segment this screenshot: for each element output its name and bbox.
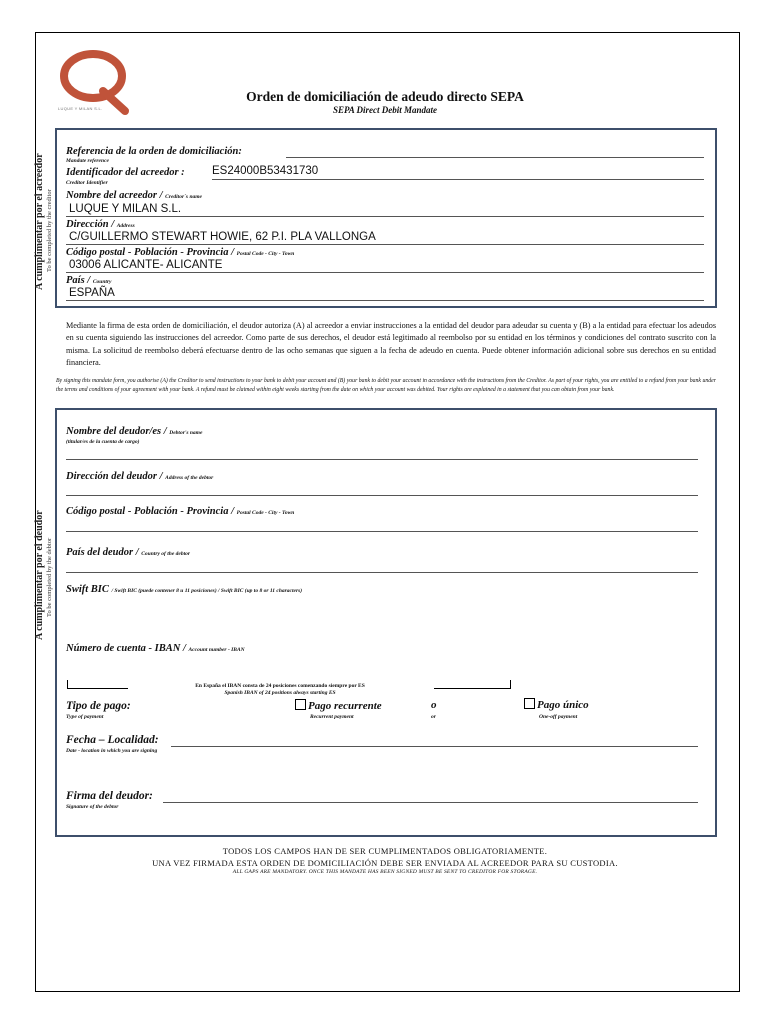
creditor-id-value[interactable]: ES24000B53431730 [212, 165, 319, 177]
mandate-text-es: Mediante la firma de esta orden de domiciliación, el deudor autoriza (A) al acreedor a enviar instrucciones a la entidad del deudor para adeudar su cuenta y (B) a la entidad para efectuar los adeudos en su cuenta siguiendo las instrucciones del acreedor. Como parte de sus derechos, el deudor está legitimado al reembolso por su entidad en los términos y condiciones del contrato suscrito con la misma. La solicitud de reembolso deberá efectuarse dentro de las ocho semanas que siguen a la fecha de adeudo en cuenta. Puede obtener información adicional sobre sus derechos en su entidad financiera. [66, 321, 716, 367]
creditor-address-line [66, 244, 704, 245]
payment-type-label: Tipo de pago: [66, 700, 131, 712]
creditor-postal-label: Código postal - Población - Provincia / Postal Code - City - Town [66, 247, 295, 258]
iban-field-start[interactable] [67, 680, 128, 689]
debtor-address-field[interactable] [66, 495, 698, 496]
page-title: Orden de domiciliación de adeudo directo SEPA [246, 89, 524, 104]
creditor-address-label: Dirección / Address [66, 219, 135, 230]
iban-label: Número de cuenta - IBAN / Account number - IBAN [66, 643, 245, 654]
debtor-side-sublabel: To be completed by the debtor [46, 537, 53, 617]
debtor-address-label: Dirección del deudor / Address of the debtor [66, 471, 214, 482]
date-location-sublabel: Date - location in which you are signing [66, 748, 158, 754]
creditor-name-line [66, 216, 704, 217]
creditor-country-value[interactable]: ESPAÑA [69, 287, 115, 299]
date-location-field[interactable] [171, 746, 698, 747]
creditor-postal-line [66, 272, 704, 273]
debtor-country-field[interactable] [66, 572, 698, 573]
footer-mandatory-notice: TODOS LOS CAMPOS HAN DE SER CUMPLIMENTADOS OBLIGATORIAMENTE. [222, 846, 548, 856]
footer-custody-notice: UNA VEZ FIRMADA ESTA ORDEN DE DOMICILIACIÓN DEBE SER ENVIADA AL ACREEDOR PARA SU CUSTODIA. [152, 858, 618, 868]
signature-field[interactable] [163, 802, 698, 803]
oneoff-payment-label: Pago único [537, 699, 589, 711]
debtor-name-note: (titular/es de la cuenta de cargo) [66, 439, 140, 445]
mandate-text-en: By signing this mandate form, you authorise (A) the Creditor to send instructions to your bank to debit your account and (B) your bank to debit your account in accordance with the instructions from the Creditor. As part of your rights, you are entitled to a refund from your bank under the terms and conditions of your agreement with your bank. A refund must be claimed within eight weeks starting from the date on which your account was debited. Your rights are explained in a statement that you can obtain from your bank. [56, 378, 716, 393]
creditor-country-label: País / Country [66, 275, 112, 286]
mandate-ref-field[interactable] [286, 157, 704, 158]
oneoff-payment-sublabel: One-off payment [539, 714, 578, 720]
signature-sublabel: Signature of the debtor [66, 804, 119, 810]
creditor-id-line [212, 179, 704, 180]
oneoff-payment-checkbox[interactable] [524, 698, 535, 709]
mandate-ref-label: Referencia de la orden de domiciliación: [66, 146, 242, 157]
creditor-name-value[interactable]: LUQUE Y MILAN S.L. [69, 203, 182, 215]
signature-label: Firma del deudor: [66, 790, 153, 802]
debtor-side-label: A cumplimentar por el deudor [34, 510, 45, 640]
page-subtitle: SEPA Direct Debit Mandate [332, 105, 438, 115]
or-label: o [431, 699, 437, 711]
swift-bic-label: Swift BIC / Swift BIC (puede contener 8 u 11 posiciones) / Swift BIC (up to 8 or 11 characters) [66, 584, 303, 595]
creditor-id-label: Identificador del acreedor : [66, 167, 185, 178]
iban-field-end[interactable] [434, 680, 511, 689]
mandate-ref-sublabel: Mandate reference [66, 158, 109, 164]
payment-type-sublabel: Type of payment [66, 714, 104, 720]
debtor-postal-field[interactable] [66, 531, 698, 532]
or-sublabel: or [431, 714, 436, 720]
date-location-label: Fecha – Localidad: [66, 734, 159, 746]
debtor-country-label: País del deudor / Country of the debtor [66, 547, 190, 558]
creditor-country-line [66, 300, 704, 301]
creditor-name-label: Nombre del acreedor / Creditor´s name [66, 190, 202, 201]
recurrent-payment-label: Pago recurrente [308, 700, 382, 712]
debtor-postal-label: Código postal - Población - Provincia / Postal Code - City - Town [66, 506, 295, 517]
creditor-id-sublabel: Creditor Identifier [66, 180, 108, 186]
creditor-address-value[interactable]: C/GUILLERMO STEWART HOWIE, 62 P.I. PLA VALLONGA [69, 231, 376, 243]
creditor-side-sublabel: To be completed by the creditor [46, 189, 53, 272]
debtor-name-label: Nombre del deudor/es / Debtor's name [66, 426, 203, 437]
footer-english-notice: ALL GAPS ARE MANDATORY. ONCE THIS MANDATE HAS BEEN SIGNED MUST BE SENT TO CREDITOR FOR STORAGE. [232, 869, 538, 875]
creditor-postal-value[interactable]: 03006 ALICANTE- ALICANTE [69, 259, 223, 271]
recurrent-payment-sublabel: Recurrent payment [310, 714, 354, 720]
debtor-name-field[interactable] [66, 459, 698, 460]
recurrent-payment-checkbox[interactable] [295, 699, 306, 710]
logo-caption: LUQUE Y MILAN S.L. [58, 106, 103, 111]
creditor-side-label: A cumplimentar por el acreedor [34, 153, 45, 290]
iban-note: En España el IBAN consta de 24 posiciones comenzando siempre por ES Spanish IBAN of 24 positions always starting ES [195, 683, 365, 696]
